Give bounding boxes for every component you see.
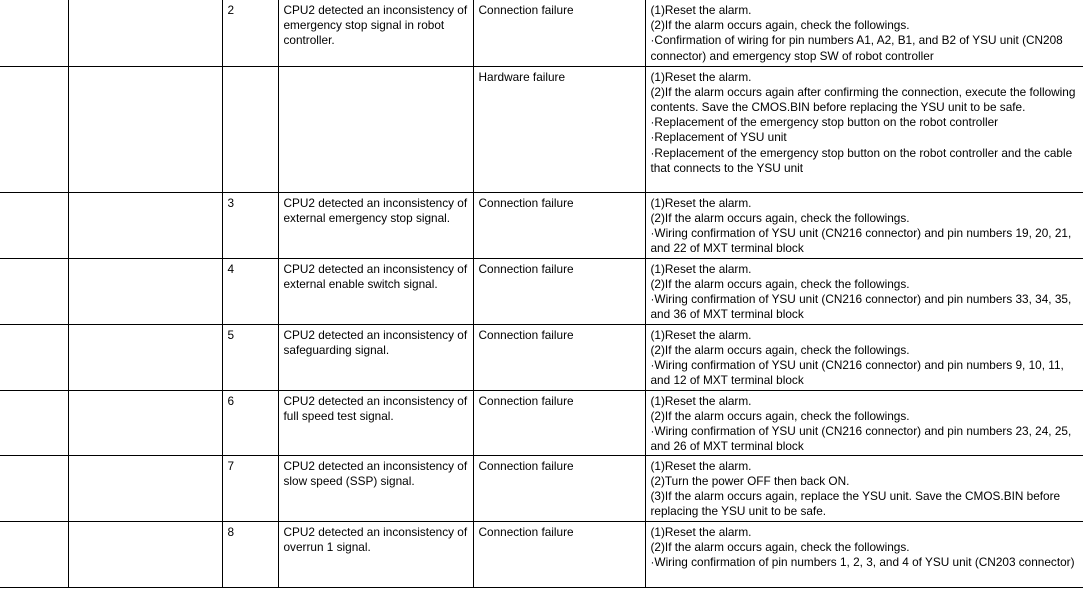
blank-cell — [68, 192, 222, 258]
blank-cell — [0, 521, 68, 587]
alarm-measures-cell — [645, 455, 1083, 521]
alarm-cause-cell: Connection failure — [473, 521, 645, 587]
measure-line: (2)If the alarm occurs again, check the followings. — [650, 18, 910, 33]
measure-line: (1)Reset the alarm. — [650, 458, 752, 473]
blank-cell — [0, 0, 68, 66]
measure-line: ·Wiring confirmation of YSU unit (CN216 connector) and pin numbers 33, 34, 35, and 36 of MXT terminal block — [650, 291, 1072, 322]
alarm-description-cell: CPU2 detected an inconsistency of full speed test signal. — [278, 390, 473, 455]
table-row — [0, 258, 1083, 324]
alarm-description-cell: CPU2 detected an inconsistency of external enable switch signal. — [278, 258, 473, 324]
alarm-number-cell: 8 — [222, 521, 278, 587]
blank-cell — [68, 324, 222, 390]
measure-line: (1)Reset the alarm. — [650, 524, 752, 539]
alarm-cause-cell: Hardware failure — [473, 66, 645, 192]
blank-cell — [0, 258, 68, 324]
measure-line: (2)If the alarm occurs again, check the followings. — [650, 342, 910, 357]
blank-cell — [0, 324, 68, 390]
alarm-number-cell: 5 — [222, 324, 278, 390]
alarm-description-cell: CPU2 detected an inconsistency of overrun 1 signal. — [278, 521, 473, 587]
table-row — [0, 0, 1083, 66]
alarm-cause-cell: Connection failure — [473, 192, 645, 258]
measure-line: (1)Reset the alarm. — [650, 393, 752, 408]
blank-cell — [0, 66, 68, 192]
alarm-description-cell: CPU2 detected an inconsistency of external emergency stop signal. — [278, 192, 473, 258]
measure-line: (2)Turn the power OFF then back ON. — [650, 473, 850, 488]
measure-line: (2)If the alarm occurs again, check the followings. — [650, 539, 910, 554]
table-row — [0, 192, 1083, 258]
measure-line: (1)Reset the alarm. — [650, 69, 752, 84]
measure-line: (1)Reset the alarm. — [650, 327, 752, 342]
alarm-cause-cell: Connection failure — [473, 324, 645, 390]
alarm-measures-cell — [645, 66, 1083, 192]
alarm-measures-cell — [645, 192, 1083, 258]
table-row — [0, 66, 1083, 192]
measure-line: ·Replacement of the emergency stop button on the robot controller and the cable that connects to the YSU unit — [650, 145, 1073, 175]
alarm-number-cell: 6 — [222, 390, 278, 455]
alarm-measures-cell — [645, 258, 1083, 324]
blank-cell — [0, 455, 68, 521]
measure-line: ·Wiring confirmation of YSU unit (CN216 connector) and pin numbers 9, 10, 11, and 12 of MXT terminal block — [650, 357, 1064, 388]
blank-cell — [68, 66, 222, 192]
blank-cell — [0, 390, 68, 455]
alarm-description-cell — [278, 66, 473, 192]
alarm-number-cell: 2 — [222, 0, 278, 66]
measure-line: ·Wiring confirmation of YSU unit (CN216 connector) and pin numbers 19, 20, 21, and 22 of MXT terminal block — [650, 225, 1072, 256]
alarm-number-cell: 7 — [222, 455, 278, 521]
alarm-measures-cell — [645, 0, 1083, 66]
blank-cell — [68, 455, 222, 521]
alarm-description-cell: CPU2 detected an inconsistency of slow speed (SSP) signal. — [278, 455, 473, 521]
table-row — [0, 324, 1083, 390]
alarm-number-cell — [222, 66, 278, 192]
measure-line: ·Replacement of the emergency stop button on the robot controller — [650, 115, 999, 130]
alarm-cause-cell: Connection failure — [473, 0, 645, 66]
blank-cell — [68, 258, 222, 324]
table-row — [0, 521, 1083, 587]
measure-line: (3)If the alarm occurs again, replace the YSU unit. Save the CMOS.BIN before replacing the YSU unit to be safe. — [650, 488, 1061, 519]
measure-line: (2)If the alarm occurs again after confirming the connection, execute the following contents. Save the CMOS.BIN before replacing the YSU unit to be safe. — [650, 84, 1076, 114]
measure-line: (1)Reset the alarm. — [650, 261, 752, 276]
blank-cell — [0, 192, 68, 258]
blank-cell — [68, 0, 222, 66]
alarm-measures-cell — [645, 324, 1083, 390]
alarm-number-cell: 3 — [222, 192, 278, 258]
measure-line: (2)If the alarm occurs again, check the followings. — [650, 210, 910, 225]
measure-line: ·Wiring confirmation of pin numbers 1, 2, 3, and 4 of YSU unit (CN203 connector) — [650, 554, 1075, 569]
measure-line: (2)If the alarm occurs again, check the followings. — [650, 408, 910, 423]
alarm-cause-cell: Connection failure — [473, 258, 645, 324]
measure-line: (1)Reset the alarm. — [650, 3, 752, 17]
table-row — [0, 390, 1083, 455]
measure-line: (2)If the alarm occurs again, check the followings. — [650, 276, 910, 291]
alarm-description-cell: CPU2 detected an inconsistency of safeguarding signal. — [278, 324, 473, 390]
alarm-description-cell: CPU2 detected an inconsistency of emergency stop signal in robot controller. — [278, 0, 473, 66]
measure-line: (1)Reset the alarm. — [650, 195, 752, 210]
blank-cell — [68, 521, 222, 587]
measure-line: ·Replacement of YSU unit — [650, 130, 787, 145]
alarm-measures-cell — [645, 521, 1083, 587]
measure-line: ·Wiring confirmation of YSU unit (CN216 connector) and pin numbers 23, 24, 25, and 26 of MXT terminal block — [650, 423, 1072, 454]
blank-cell — [68, 390, 222, 455]
alarm-measures-cell — [645, 390, 1083, 455]
alarm-cause-cell: Connection failure — [473, 390, 645, 455]
table-row — [0, 455, 1083, 521]
alarm-number-cell: 4 — [222, 258, 278, 324]
alarm-cause-cell: Connection failure — [473, 455, 645, 521]
measure-line: ·Confirmation of wiring for pin numbers A1, A2, B1, and B2 of YSU unit (CN208 connector) and emergency stop SW of robot controller — [650, 33, 1063, 63]
